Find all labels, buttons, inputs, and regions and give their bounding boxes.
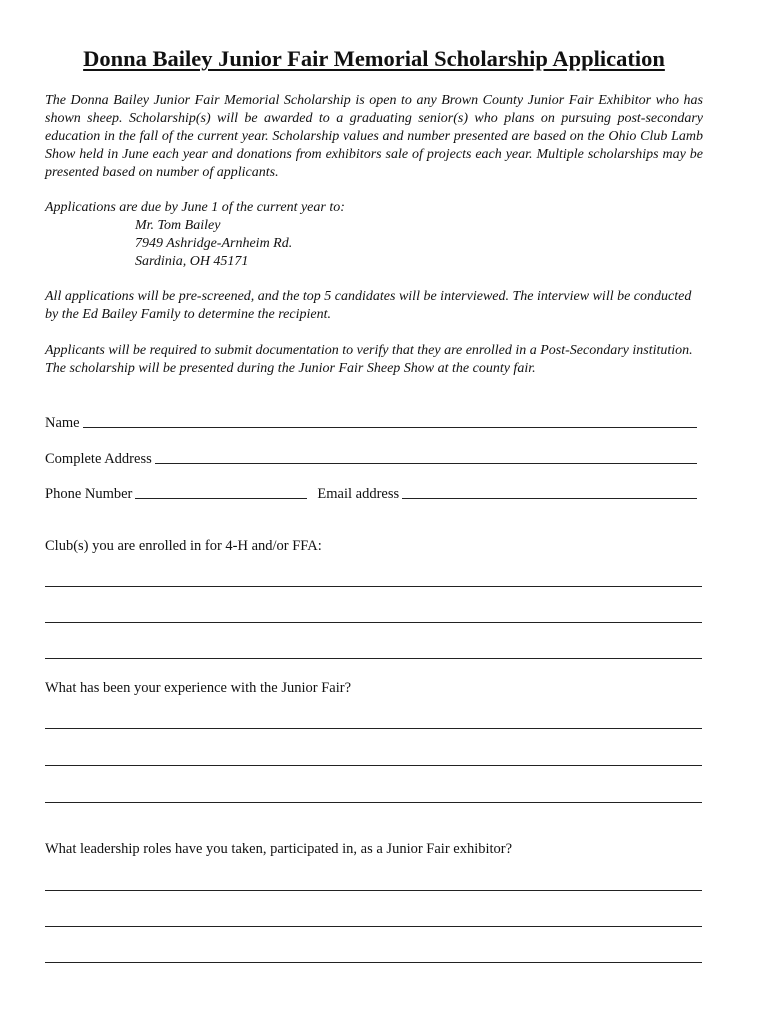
email-input-line[interactable]: [402, 484, 697, 499]
mailing-address-street: 7949 Ashridge-Arnheim Rd.: [135, 236, 293, 251]
name-field-row: [45, 410, 697, 432]
address-input-line[interactable]: [155, 449, 697, 464]
address-label: Complete Address: [45, 451, 152, 467]
clubs-answer-line-3[interactable]: [45, 658, 702, 659]
experience-question: What has been your experience with the Junior Fair?: [45, 680, 352, 696]
name-input-line[interactable]: [83, 413, 697, 428]
experience-answer-line-2[interactable]: [45, 765, 702, 766]
due-date-text: Applications are due by June 1 of the current year to:: [45, 200, 345, 215]
intro-paragraph: The Donna Bailey Junior Fair Memorial Scholarship is open to any Brown County Junior Fair Exhibitor who has shown sheep. Scholarship(s) will be awarded to a graduating senior(s) who plans on pursuing post-secondary education in the fall of the current year. Scholarship values and number presented are based on the Ohio Club Lamb Show held in June each year and donations from exhibitors sale of projects each year. Multiple scholarships may be presented based on number of applicants.: [45, 93, 703, 180]
phone-input-line[interactable]: [135, 484, 307, 499]
screening-paragraph: All applications will be pre-screened, and the top 5 candidates will be interviewed. The interview will be conducted by the Ed Bailey Family to determine the recipient.: [45, 289, 692, 322]
phone-label: Phone Number: [45, 486, 133, 502]
name-label: Name: [45, 415, 80, 431]
mailing-address-city: Sardinia, OH 45171: [135, 254, 249, 269]
leadership-answer-line-1[interactable]: [45, 890, 702, 891]
clubs-answer-line-2[interactable]: [45, 622, 702, 623]
clubs-answer-line-1[interactable]: [45, 586, 702, 587]
contact-field-row: [45, 481, 697, 503]
clubs-question: Club(s) you are enrolled in for 4-H and/or FFA:: [45, 538, 322, 554]
leadership-question: What leadership roles have you taken, participated in, as a Junior Fair exhibitor?: [45, 841, 513, 857]
documentation-paragraph: Applicants will be required to submit documentation to verify that they are enrolled in a Post-Secondary institution. The scholarship will be presented during the Junior Fair Sheep Show at the county fair.: [45, 343, 693, 376]
document-title: Donna Bailey Junior Fair Memorial Scholarship Application: [83, 46, 665, 71]
address-field-row: [45, 446, 697, 468]
experience-answer-line-3[interactable]: [45, 802, 702, 803]
experience-answer-line-1[interactable]: [45, 728, 702, 729]
email-label: Email address: [317, 486, 400, 502]
leadership-answer-line-2[interactable]: [45, 926, 702, 927]
leadership-answer-line-3[interactable]: [45, 962, 702, 963]
due-date-block: [45, 199, 703, 271]
mailing-address-recipient: Mr. Tom Bailey: [135, 218, 221, 233]
